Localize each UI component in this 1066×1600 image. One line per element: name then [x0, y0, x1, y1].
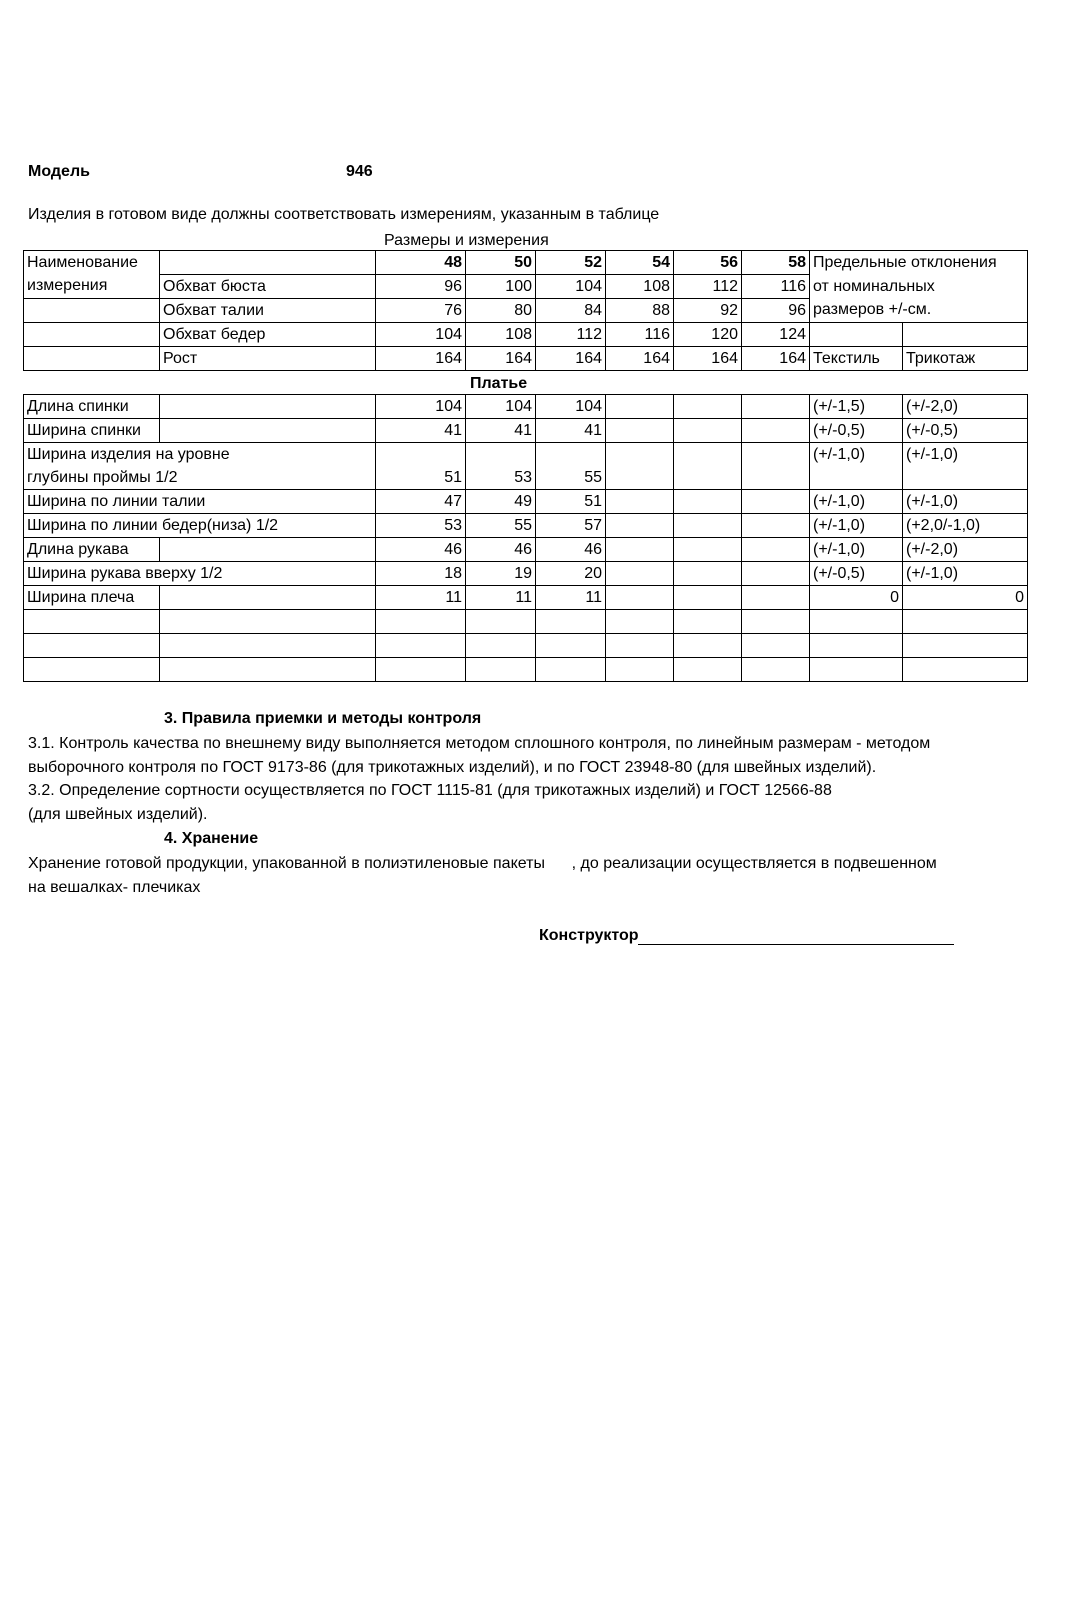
cell-value	[674, 586, 742, 610]
paragraph-line: 3.2. Определение сортности осуществляется по ГОСТ 1115-81 (для трикотажных изделий) и ГОСТ 12566-88	[28, 782, 832, 799]
table-row	[24, 634, 1028, 658]
row-label: Ширина рукава вверху 1/2	[24, 562, 376, 586]
size-header: 58	[742, 251, 810, 275]
cell-value: 53	[466, 466, 536, 490]
cell-value: 41	[376, 419, 466, 443]
table-row	[24, 443, 1028, 467]
row-label: Длина рукава	[24, 538, 160, 562]
cell-value: 11	[466, 586, 536, 610]
table-row	[24, 419, 1028, 443]
signature-label: Конструктор	[539, 927, 639, 944]
cell-value: 80	[466, 299, 536, 323]
paragraph-line: на вешалках- плечиках	[28, 879, 201, 896]
name-col-header: Наименование	[24, 251, 160, 275]
cell-value: 108	[466, 323, 536, 347]
cell-value	[674, 466, 742, 490]
tolerance-knit: 0	[903, 586, 1028, 610]
tolerance-textile: (+/-0,5)	[810, 419, 903, 443]
cell-value	[606, 538, 674, 562]
cell-value	[606, 443, 674, 467]
cell-value	[606, 586, 674, 610]
cell-value	[674, 562, 742, 586]
tolerance-knit: (+/-0,5)	[903, 419, 1028, 443]
cell-value	[742, 490, 810, 514]
tolerance-knit: (+2,0/-1,0)	[903, 514, 1028, 538]
cell-value: 55	[536, 466, 606, 490]
cell-value	[674, 514, 742, 538]
cell-value: 88	[606, 299, 674, 323]
tolerance-knit: (+/-1,0)	[903, 562, 1028, 586]
tolerance-textile: (+/-1,0)	[810, 514, 903, 538]
cell-value	[742, 395, 810, 419]
cell-value	[606, 419, 674, 443]
tolerance-header-cont: от номинальных	[810, 275, 1028, 299]
cell-value: 164	[606, 347, 674, 371]
name-col-header-cont: измерения	[24, 275, 160, 299]
paragraph-line: (для швейных изделий).	[28, 806, 208, 823]
cell-value: 41	[466, 419, 536, 443]
cell-value: 100	[466, 275, 536, 299]
cell-value: 55	[466, 514, 536, 538]
tolerance-header: Предельные отклонения	[810, 251, 1028, 275]
cell-value: 11	[536, 586, 606, 610]
table-row	[24, 490, 1028, 514]
tolerance-header-cont: размеров +/-см.	[810, 299, 1028, 323]
cell-value	[674, 443, 742, 467]
size-header: 48	[376, 251, 466, 275]
row-label: Ширина плеча	[24, 586, 160, 610]
cell-value	[466, 443, 536, 467]
cell-value	[536, 443, 606, 467]
paragraph-line: 3.1. Контроль качества по внешнему виду выполняется методом сплошного контроля, по линейным размерам - методом	[28, 735, 931, 752]
cell-value	[674, 490, 742, 514]
cell-value: 47	[376, 490, 466, 514]
table-row	[24, 275, 1028, 299]
dress-table	[23, 394, 1028, 682]
tolerance-knit: (+/-2,0)	[903, 538, 1028, 562]
cell-value: 46	[536, 538, 606, 562]
cell-value	[606, 514, 674, 538]
cell-value: 53	[376, 514, 466, 538]
cell-value: 104	[376, 323, 466, 347]
dress-caption: Платье	[470, 375, 528, 392]
signature-line	[638, 944, 954, 945]
cell-value: 112	[536, 323, 606, 347]
cell-value: 104	[536, 275, 606, 299]
cell-value	[674, 395, 742, 419]
cell-value: 46	[376, 538, 466, 562]
cell-value: 164	[674, 347, 742, 371]
cell-value: 104	[536, 395, 606, 419]
row-label: Ширина спинки	[24, 419, 160, 443]
model-label: Модель	[28, 163, 90, 180]
cell-value: 57	[536, 514, 606, 538]
cell-value: 41	[536, 419, 606, 443]
table-row	[24, 658, 1028, 682]
row-label: глубины проймы 1/2	[24, 466, 376, 490]
cell-value	[742, 443, 810, 467]
cell-value: 116	[742, 275, 810, 299]
cell-value	[742, 466, 810, 490]
cell-value	[742, 538, 810, 562]
table-row	[24, 323, 1028, 347]
tolerance-textile	[810, 466, 903, 490]
cell-value: 11	[376, 586, 466, 610]
cell-value: 46	[466, 538, 536, 562]
tolerance-textile: (+/-1,0)	[810, 443, 903, 467]
size-header: 50	[466, 251, 536, 275]
table-row	[24, 610, 1028, 634]
cell-value	[742, 419, 810, 443]
cell-value: 49	[466, 490, 536, 514]
size-header: 52	[536, 251, 606, 275]
sizes-caption: Размеры и измерения	[384, 232, 549, 249]
cell-value	[376, 443, 466, 467]
cell-value: 18	[376, 562, 466, 586]
cell-value	[674, 538, 742, 562]
tolerance-knit: (+/-1,0)	[903, 443, 1028, 467]
cell-value	[606, 395, 674, 419]
cell-value: 20	[536, 562, 606, 586]
cell-value: 112	[674, 275, 742, 299]
table-row	[24, 562, 1028, 586]
cell-value: 120	[674, 323, 742, 347]
row-label: Обхват бедер	[160, 323, 376, 347]
tolerance-knit: (+/-1,0)	[903, 490, 1028, 514]
cell-value: 124	[742, 323, 810, 347]
cell-value: 19	[466, 562, 536, 586]
row-label: Рост	[160, 347, 376, 371]
cell-value	[742, 586, 810, 610]
table-row	[24, 299, 1028, 323]
table-row	[24, 586, 1028, 610]
cell-value: 96	[742, 299, 810, 323]
row-label: Обхват бюста	[160, 275, 376, 299]
cell-value: 76	[376, 299, 466, 323]
cell-value: 84	[536, 299, 606, 323]
row-label: Длина спинки	[24, 395, 160, 419]
row-label: Ширина по линии бедер(низа) 1/2	[24, 514, 376, 538]
tolerance-textile: (+/-1,0)	[810, 490, 903, 514]
model-number: 946	[346, 163, 373, 180]
paragraph-line: Хранение готовой продукции, упакованной в полиэтиленовые пакеты , до реализации осуществляется в подвешенном	[28, 855, 937, 872]
tolerance-textile: 0	[810, 586, 903, 610]
tolerance-knit	[903, 466, 1028, 490]
cell-value: 51	[536, 490, 606, 514]
cell-value	[606, 562, 674, 586]
cell-value	[674, 419, 742, 443]
table-row	[24, 514, 1028, 538]
table-row	[24, 538, 1028, 562]
section-title: 3. Правила приемки и методы контроля	[164, 710, 482, 727]
cell-value	[742, 562, 810, 586]
cell-value: 104	[376, 395, 466, 419]
cell-value	[606, 466, 674, 490]
intro-text: Изделия в готовом виде должны соответствовать измерениям, указанным в таблице	[28, 206, 660, 223]
size-header: 54	[606, 251, 674, 275]
cell-value: 96	[376, 275, 466, 299]
cell-value: 164	[466, 347, 536, 371]
cell-value: 92	[674, 299, 742, 323]
table-row	[24, 251, 1028, 275]
cell-value: 51	[376, 466, 466, 490]
table-row	[24, 395, 1028, 419]
paragraph-line: выборочного контроля по ГОСТ 9173-86 (для трикотажных изделий), и по ГОСТ 23948-80 (для швейных изделий).	[28, 759, 877, 776]
tolerance-col-knit: Трикотаж	[903, 347, 1028, 371]
tolerance-textile: (+/-1,0)	[810, 538, 903, 562]
cell-value	[606, 490, 674, 514]
table-row	[24, 466, 1028, 490]
cell-value: 116	[606, 323, 674, 347]
tolerance-knit: (+/-2,0)	[903, 395, 1028, 419]
measurements-table	[23, 250, 1028, 371]
tolerance-textile: (+/-1,5)	[810, 395, 903, 419]
cell-value: 164	[536, 347, 606, 371]
table-row	[24, 347, 1028, 371]
cell-value: 164	[742, 347, 810, 371]
row-label: Ширина по линии талии	[24, 490, 376, 514]
size-header: 56	[674, 251, 742, 275]
cell-value: 164	[376, 347, 466, 371]
row-label: Ширина изделия на уровне	[24, 443, 376, 467]
row-label: Обхват талии	[160, 299, 376, 323]
tolerance-textile: (+/-0,5)	[810, 562, 903, 586]
cell-value: 108	[606, 275, 674, 299]
cell-value: 104	[466, 395, 536, 419]
cell-value	[742, 514, 810, 538]
section-title: 4. Хранение	[164, 830, 259, 847]
tolerance-col-textile: Текстиль	[810, 347, 903, 371]
